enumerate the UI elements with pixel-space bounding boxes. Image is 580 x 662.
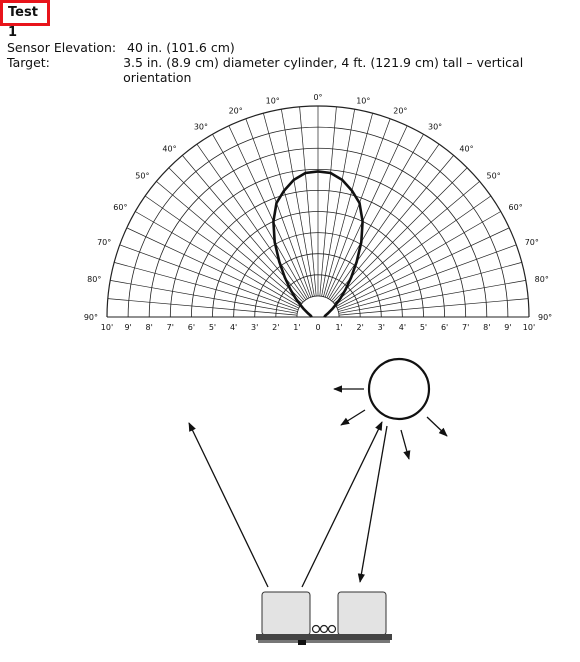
angle-spoke [246, 119, 311, 297]
angle-label: 10° [356, 96, 371, 106]
info-label: Target: [7, 55, 50, 70]
distance-label: 10' [522, 323, 536, 332]
transmit-arrow [189, 423, 268, 587]
distance-label: 7' [166, 323, 174, 332]
circuit-board [256, 634, 392, 640]
angle-spoke [339, 299, 528, 316]
angle-label: 70° [524, 237, 539, 247]
angle-spoke [300, 107, 317, 296]
distance-label: 6' [187, 323, 196, 332]
angle-spoke [336, 212, 500, 307]
scatter-arrow [427, 417, 447, 436]
distance-label: 3' [251, 323, 259, 332]
angle-spoke [127, 228, 299, 308]
angle-label: 90° [538, 313, 553, 322]
angle-label: 40° [162, 144, 177, 154]
distance-label: 7' [462, 323, 470, 332]
distance-label: 3' [377, 323, 385, 332]
distance-label: 9' [504, 323, 512, 332]
distance-label: 4' [229, 323, 238, 332]
polar-grid [107, 106, 529, 317]
angle-label: 50° [486, 171, 501, 181]
angle-label: 20° [228, 106, 243, 116]
transducer-right [338, 592, 386, 635]
test-title: Test 1 [0, 0, 50, 26]
angle-label: 0° [313, 93, 323, 102]
angle-label: 20° [393, 106, 408, 116]
info-value: 3.5 in. (8.9 cm) diameter cylinder, 4 ft. (121.9 cm) tall – vertical orientation [123, 55, 524, 85]
chip [298, 640, 306, 645]
angle-spoke [322, 109, 355, 296]
distance-label: 5' [208, 323, 217, 332]
angle-spoke [330, 144, 439, 300]
angle-spoke [197, 144, 306, 300]
angle-spoke [281, 109, 314, 296]
angle-spoke [333, 168, 467, 302]
angle-label: 30° [428, 122, 443, 132]
crystal [321, 626, 328, 633]
angle-spoke [338, 262, 521, 311]
distance-label: 8' [483, 323, 491, 332]
angle-spoke [323, 113, 372, 296]
angle-spoke [327, 126, 407, 298]
distance-label: 1' [293, 323, 301, 332]
angle-spoke [108, 299, 297, 316]
angle-label: 50° [135, 171, 150, 181]
angle-spoke [110, 280, 297, 313]
angle-label: 60° [508, 203, 523, 212]
angle-label: 90° [83, 313, 98, 322]
distance-label: 4' [398, 323, 407, 332]
angle-label: 60° [113, 203, 128, 212]
distance-label: 9' [124, 323, 132, 332]
distance-label: 5' [419, 323, 428, 332]
distance-label: 6' [440, 323, 449, 332]
crystal [329, 626, 336, 633]
angle-spoke [114, 262, 297, 311]
angle-spoke [135, 212, 299, 307]
distance-label: 2' [272, 323, 280, 332]
target-cylinder [369, 359, 429, 419]
angle-spoke [229, 126, 309, 298]
angle-spoke [263, 113, 312, 296]
angle-label: 30° [193, 122, 208, 132]
info-value: 40 in. (101.6 cm) [127, 40, 235, 55]
distance-label: 8' [145, 323, 153, 332]
angle-spoke [338, 245, 516, 310]
angle-spoke [337, 228, 509, 308]
angle-spoke [320, 107, 337, 296]
angle-spoke [325, 119, 390, 297]
scatter-arrow [401, 430, 409, 459]
transmit-arrow [302, 422, 382, 587]
angle-spoke [339, 280, 526, 313]
distance-label: 2' [356, 323, 364, 332]
angle-label: 40° [459, 144, 474, 154]
scatter-arrow [341, 410, 365, 425]
echo-arrow [360, 426, 387, 582]
angle-label: 80° [87, 274, 102, 284]
transducer-left [262, 592, 310, 635]
info-label: Sensor Elevation: [7, 40, 117, 55]
distance-label: 0 [315, 323, 321, 332]
connector-pins [258, 640, 390, 643]
angle-label: 10° [265, 96, 280, 106]
angle-label: 80° [534, 274, 549, 284]
distance-label: 1' [335, 323, 343, 332]
angle-spoke [169, 168, 303, 302]
angle-label: 70° [97, 237, 112, 247]
ultrasonic-sensor [256, 592, 392, 645]
crystal [313, 626, 320, 633]
distance-label: 10' [100, 323, 114, 332]
angle-spoke [120, 245, 298, 310]
